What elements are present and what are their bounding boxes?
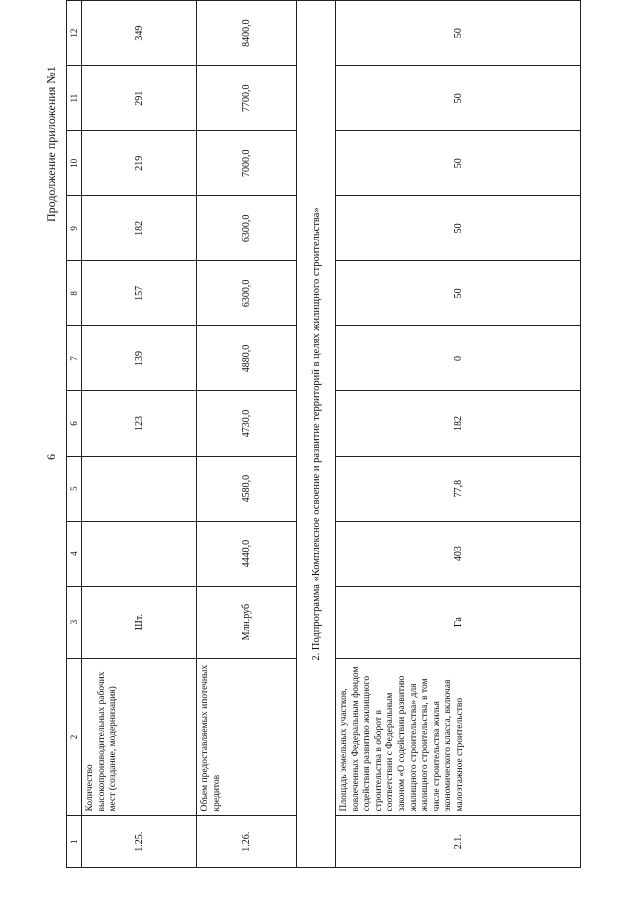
- header-cell: 4: [67, 521, 82, 586]
- indicators-table: [66, 0, 581, 868]
- section-row: [297, 1, 336, 868]
- cell-col9: 182: [82, 196, 197, 261]
- table-row: [82, 1, 197, 868]
- header-cell: 5: [67, 456, 82, 521]
- cell-col5: [82, 456, 197, 521]
- cell-col7: 4880,0: [197, 326, 297, 391]
- row-name: Объем предоставляемых ипотечных кредитов: [197, 658, 297, 816]
- continuation-heading: Продолжение приложения №1: [44, 66, 58, 222]
- cell-col4: 403: [336, 521, 581, 586]
- header-cell: 10: [67, 131, 82, 196]
- table-row: [336, 1, 581, 868]
- cell-col8: 50: [336, 261, 581, 326]
- header-cell: 9: [67, 196, 82, 261]
- cell-col12: 50: [336, 1, 581, 66]
- table-row: [197, 1, 297, 868]
- section-title: 2. Подпрограмма «Комплексное освоение и развитие территорий в целях жилищного строительства»: [297, 1, 336, 868]
- cell-col10: 7000,0: [197, 131, 297, 196]
- row-name: Количество высокопроизводительных рабочих мест (создание, модернизация): [82, 658, 197, 816]
- cell-col6: 4730,0: [197, 391, 297, 456]
- header-row: [67, 1, 82, 868]
- cell-col5: 4580,0: [197, 456, 297, 521]
- row-index: 1.26.: [197, 816, 297, 868]
- page-number: 6: [44, 454, 58, 460]
- header-cell: 7: [67, 326, 82, 391]
- cell-col4: [82, 521, 197, 586]
- header-cell: 3: [67, 586, 82, 658]
- cell-col9: 50: [336, 196, 581, 261]
- cell-col4: 4440,0: [197, 521, 297, 586]
- cell-col10: 50: [336, 131, 581, 196]
- row-name: Площадь земельных участков, вовлеченных Федеральным фондом содействия развитию жилищного строительства в оборот в соответствии с Федеральным законом «О содействии развитию жилищного строительства» для жилищного строительства, в том числе строительства жилья экономического класса, включая малоэтажное строительство: [336, 658, 581, 816]
- header-cell: 1: [67, 816, 82, 868]
- cell-col10: 219: [82, 131, 197, 196]
- row-unit: Шт.: [82, 586, 197, 658]
- cell-col11: 7700,0: [197, 66, 297, 131]
- cell-col11: 50: [336, 66, 581, 131]
- cell-col5: 77,8: [336, 456, 581, 521]
- cell-col12: 349: [82, 1, 197, 66]
- cell-col6: 123: [82, 391, 197, 456]
- header-cell: 11: [67, 66, 82, 131]
- cell-col8: 157: [82, 261, 197, 326]
- cell-col6: 182: [336, 391, 581, 456]
- cell-col11: 291: [82, 66, 197, 131]
- cell-col12: 8400,0: [197, 1, 297, 66]
- header-cell: 12: [67, 1, 82, 66]
- cell-col7: 0: [336, 326, 581, 391]
- row-index: 2.1.: [336, 816, 581, 868]
- cell-col9: 6300,0: [197, 196, 297, 261]
- row-unit: Млн.руб: [197, 586, 297, 658]
- cell-col7: 139: [82, 326, 197, 391]
- header-cell: 2: [67, 658, 82, 816]
- header-cell: 6: [67, 391, 82, 456]
- cell-col8: 6300,0: [197, 261, 297, 326]
- header-cell: 8: [67, 261, 82, 326]
- row-index: 1.25.: [82, 816, 197, 868]
- row-unit: Га: [336, 586, 581, 658]
